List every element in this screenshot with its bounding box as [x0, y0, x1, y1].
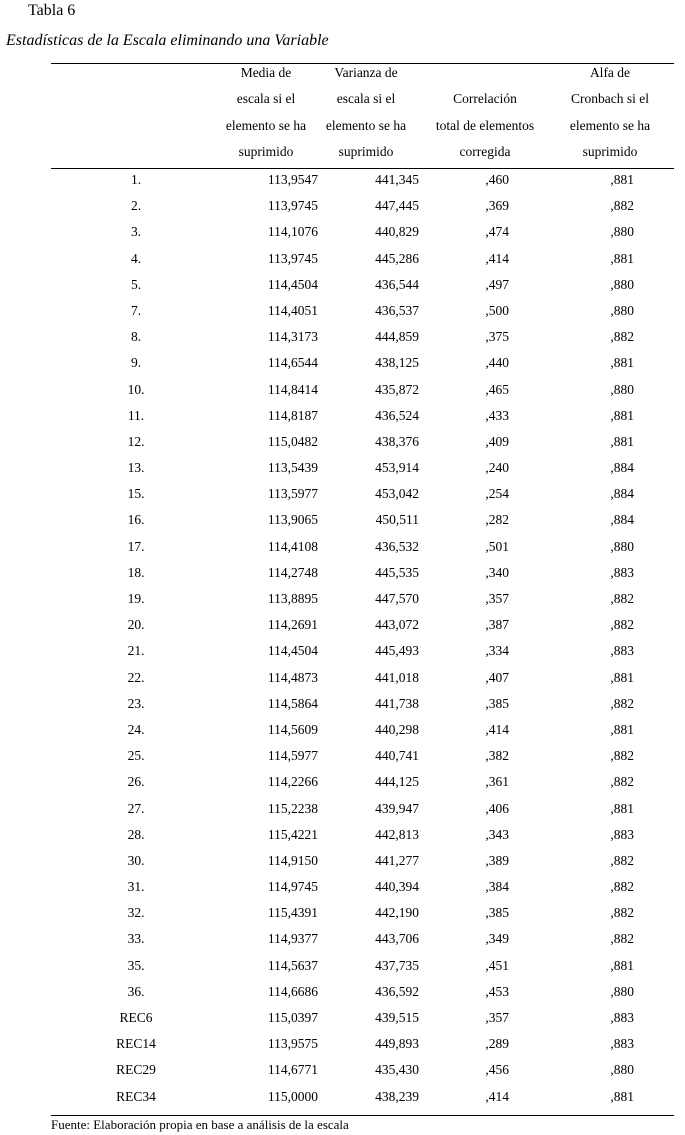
table-row	[51, 639, 674, 665]
header-variance: Varianza de escala si el elemento se ha suprimido	[325, 65, 407, 159]
mean-cell: 114,3173	[267, 329, 318, 345]
correlation-cell: ,382	[485, 748, 509, 764]
mean-cell: 114,4051	[267, 302, 318, 318]
alpha-cell: ,882	[610, 748, 634, 764]
table-row	[51, 587, 674, 613]
correlation-cell: ,343	[485, 826, 509, 842]
mean-cell: 114,9377	[267, 931, 318, 947]
table-row	[51, 770, 674, 796]
row-item-cell: 20.	[127, 617, 145, 633]
mean-cell: 114,9745	[267, 879, 318, 895]
table-row	[51, 613, 674, 639]
alpha-cell: ,882	[610, 774, 634, 790]
correlation-cell: ,334	[485, 643, 509, 659]
row-item-cell: 12.	[127, 433, 145, 449]
correlation-cell: ,369	[485, 198, 509, 214]
mean-cell: 115,4391	[267, 905, 318, 921]
variance-cell: 444,125	[375, 774, 419, 790]
correlation-cell: ,406	[485, 800, 509, 816]
table-row	[51, 325, 674, 351]
row-item-cell: REC29	[116, 1062, 156, 1078]
alpha-cell: ,880	[610, 302, 634, 318]
table-row	[51, 404, 674, 430]
row-item-cell: 33.	[127, 931, 145, 947]
variance-cell: 440,394	[375, 879, 419, 895]
variance-cell: 450,511	[375, 512, 419, 528]
variance-cell: 442,813	[375, 826, 419, 842]
correlation-cell: ,385	[485, 905, 509, 921]
alpha-cell: ,882	[610, 852, 634, 868]
alpha-cell: ,883	[610, 564, 634, 580]
correlation-cell: ,289	[485, 1036, 509, 1052]
correlation-cell: ,389	[485, 852, 509, 868]
mean-cell: 115,0000	[267, 1088, 318, 1104]
correlation-cell: ,384	[485, 879, 509, 895]
row-item-cell: 7.	[130, 302, 142, 318]
header-mean: Media de escala si el elemento se ha suprimido	[225, 65, 307, 159]
correlation-cell: ,414	[485, 250, 509, 266]
alpha-cell: ,882	[610, 198, 634, 214]
correlation-cell: ,460	[485, 172, 509, 187]
table-title: Estadísticas de la Escala eliminando una Variable	[6, 32, 329, 49]
correlation-cell: ,282	[485, 512, 509, 528]
alpha-cell: ,882	[610, 591, 634, 606]
alpha-cell: ,880	[610, 276, 634, 292]
table-row	[51, 744, 674, 770]
table-row	[51, 901, 674, 927]
correlation-cell: ,240	[485, 460, 509, 476]
table-row	[51, 508, 674, 534]
table-body	[51, 168, 674, 1111]
variance-cell: 453,914	[375, 460, 419, 476]
alpha-cell: ,882	[610, 905, 634, 921]
table-row	[51, 247, 674, 273]
mean-cell: 114,2691	[267, 617, 318, 633]
correlation-cell: ,254	[485, 486, 509, 502]
alpha-cell: ,880	[610, 224, 634, 240]
variance-cell: 437,735	[375, 957, 419, 973]
mean-cell: 114,4504	[267, 643, 318, 659]
row-item-cell: 35.	[127, 957, 145, 973]
mean-cell: 114,8414	[267, 381, 318, 397]
alpha-cell: ,881	[610, 721, 634, 737]
row-item-cell: 15.	[127, 486, 145, 502]
variance-cell: 440,741	[375, 748, 419, 764]
correlation-cell: ,453	[485, 983, 509, 999]
mean-cell: 114,5609	[267, 721, 318, 737]
row-item-cell: 11.	[127, 407, 145, 423]
variance-cell: 438,125	[375, 355, 419, 371]
variance-cell: 445,286	[375, 250, 419, 266]
correlation-cell: ,387	[485, 617, 509, 633]
mean-cell: 113,9745	[267, 250, 318, 266]
alpha-cell: ,881	[610, 1088, 634, 1104]
header-correlation: Correlación total de elementos corregida	[435, 91, 535, 159]
table-row	[51, 299, 674, 325]
row-item-cell: 30.	[127, 852, 145, 868]
header-alpha: Alfa de Cronbach si el elemento se ha suprimido	[569, 65, 651, 159]
mean-cell: 114,2748	[267, 564, 318, 580]
alpha-cell: ,884	[610, 460, 634, 476]
alpha-cell: ,882	[610, 695, 634, 711]
mean-cell: 115,0397	[267, 1010, 318, 1025]
table-row	[51, 797, 674, 823]
correlation-cell: ,451	[485, 957, 509, 973]
variance-cell: 441,738	[375, 695, 419, 711]
row-item-cell: 36.	[127, 983, 145, 999]
alpha-cell: ,880	[610, 381, 634, 397]
correlation-cell: ,433	[485, 407, 509, 423]
variance-cell: 436,544	[375, 276, 419, 292]
mean-cell: 113,9745	[267, 198, 318, 214]
correlation-cell: ,361	[485, 774, 509, 790]
alpha-cell: ,882	[610, 879, 634, 895]
variance-cell: 435,430	[375, 1062, 419, 1078]
correlation-cell: ,375	[485, 329, 509, 345]
row-item-cell: 25.	[127, 748, 145, 764]
alpha-cell: ,883	[610, 1010, 634, 1025]
correlation-cell: ,497	[485, 276, 509, 292]
alpha-cell: ,881	[610, 250, 634, 266]
variance-cell: 445,535	[375, 564, 419, 580]
variance-cell: 438,376	[375, 433, 419, 449]
variance-cell: 444,859	[375, 329, 419, 345]
correlation-cell: ,501	[485, 538, 509, 554]
variance-cell: 438,239	[375, 1088, 419, 1104]
mean-cell: 113,9065	[267, 512, 318, 528]
alpha-cell: ,881	[610, 433, 634, 449]
row-item-cell: 4.	[130, 250, 142, 266]
alpha-cell: ,881	[610, 669, 634, 685]
mean-cell: 114,5637	[267, 957, 318, 973]
alpha-cell: ,883	[610, 826, 634, 842]
variance-cell: 449,893	[375, 1036, 419, 1052]
mean-cell: 113,9547	[267, 172, 318, 187]
correlation-cell: ,385	[485, 695, 509, 711]
table-row	[51, 1006, 674, 1032]
correlation-cell: ,357	[485, 1010, 509, 1025]
mean-cell: 114,6686	[267, 983, 318, 999]
mean-cell: 115,2238	[267, 800, 318, 816]
row-item-cell: 16.	[127, 512, 145, 528]
row-item-cell: 10.	[127, 381, 145, 397]
table-row	[51, 378, 674, 404]
variance-cell: 436,532	[375, 538, 419, 554]
row-item-cell: 28.	[127, 826, 145, 842]
bottom-rule	[51, 1115, 674, 1116]
row-item-cell: 19.	[127, 591, 145, 606]
correlation-cell: ,407	[485, 669, 509, 685]
mean-cell: 114,6771	[267, 1062, 318, 1078]
correlation-cell: ,340	[485, 564, 509, 580]
row-item-cell: 9.	[130, 355, 142, 371]
row-item-cell: 8.	[130, 329, 142, 345]
variance-cell: 436,524	[375, 407, 419, 423]
table-row	[51, 666, 674, 692]
mean-cell: 114,2266	[267, 774, 318, 790]
variance-cell: 453,042	[375, 486, 419, 502]
correlation-cell: ,465	[485, 381, 509, 397]
correlation-cell: ,414	[485, 1088, 509, 1104]
alpha-cell: ,881	[610, 800, 634, 816]
row-item-cell: 26.	[127, 774, 145, 790]
table-row	[51, 430, 674, 456]
alpha-cell: ,881	[610, 355, 634, 371]
row-item-cell: 2.	[130, 198, 142, 214]
table-row	[51, 718, 674, 744]
source-note: Fuente: Elaboración propia en base a análisis de la escala	[51, 1117, 349, 1132]
table-row	[51, 1032, 674, 1058]
variance-cell: 436,592	[375, 983, 419, 999]
correlation-cell: ,357	[485, 591, 509, 606]
variance-cell: 439,947	[375, 800, 419, 816]
row-item-cell: 27.	[127, 800, 145, 816]
row-item-cell: 18.	[127, 564, 145, 580]
variance-cell: 442,190	[375, 905, 419, 921]
alpha-cell: ,880	[610, 1062, 634, 1078]
table-row	[51, 194, 674, 220]
alpha-cell: ,884	[610, 486, 634, 502]
table-row	[51, 1085, 674, 1111]
correlation-cell: ,440	[485, 355, 509, 371]
variance-cell: 441,345	[375, 172, 419, 187]
table-row	[51, 823, 674, 849]
table-number: Tabla 6	[28, 2, 76, 19]
alpha-cell: ,880	[610, 538, 634, 554]
row-item-cell: 1.	[130, 172, 142, 187]
mean-cell: 113,5439	[267, 460, 318, 476]
variance-cell: 439,515	[375, 1010, 419, 1025]
table-row	[51, 561, 674, 587]
alpha-cell: ,883	[610, 1036, 634, 1052]
row-item-cell: REC34	[116, 1088, 156, 1104]
mean-cell: 114,4504	[267, 276, 318, 292]
alpha-cell: ,881	[610, 407, 634, 423]
table-row	[51, 535, 674, 561]
alpha-cell: ,882	[610, 931, 634, 947]
row-item-cell: 23.	[127, 695, 145, 711]
table-row	[51, 456, 674, 482]
mean-cell: 113,8895	[267, 591, 318, 606]
mean-cell: 114,6544	[267, 355, 318, 371]
correlation-cell: ,474	[485, 224, 509, 240]
alpha-cell: ,882	[610, 329, 634, 345]
variance-cell: 447,570	[375, 591, 419, 606]
alpha-cell: ,884	[610, 512, 634, 528]
mean-cell: 115,0482	[267, 433, 318, 449]
mean-cell: 114,5977	[267, 748, 318, 764]
correlation-cell: ,456	[485, 1062, 509, 1078]
alpha-cell: ,881	[610, 957, 634, 973]
table-row	[51, 1058, 674, 1084]
row-item-cell: 5.	[130, 276, 142, 292]
variance-cell: 440,829	[375, 224, 419, 240]
row-item-cell: 13.	[127, 460, 145, 476]
row-item-cell: REC14	[116, 1036, 156, 1052]
table-row	[51, 980, 674, 1006]
table-row	[51, 220, 674, 246]
variance-cell: 443,072	[375, 617, 419, 633]
mean-cell: 114,4108	[267, 538, 318, 554]
mean-cell: 114,5864	[267, 695, 318, 711]
table-row	[51, 849, 674, 875]
correlation-cell: ,409	[485, 433, 509, 449]
correlation-cell: ,500	[485, 302, 509, 318]
row-item-cell: 31.	[127, 879, 145, 895]
variance-cell: 441,018	[375, 669, 419, 685]
table-row	[51, 692, 674, 718]
row-item-cell: 22.	[127, 669, 145, 685]
row-item-cell: 21.	[127, 643, 145, 659]
variance-cell: 436,537	[375, 302, 419, 318]
row-item-cell: REC6	[119, 1010, 153, 1025]
row-item-cell: 24.	[127, 721, 145, 737]
alpha-cell: ,881	[610, 172, 634, 187]
mean-cell: 114,1076	[267, 224, 318, 240]
mean-cell: 114,4873	[267, 669, 318, 685]
alpha-cell: ,882	[610, 617, 634, 633]
table-row	[51, 927, 674, 953]
correlation-cell: ,349	[485, 931, 509, 947]
mean-cell: 114,9150	[267, 852, 318, 868]
correlation-cell: ,414	[485, 721, 509, 737]
variance-cell: 445,493	[375, 643, 419, 659]
variance-cell: 440,298	[375, 721, 419, 737]
variance-cell: 443,706	[375, 931, 419, 947]
row-item-cell: 3.	[130, 224, 142, 240]
mean-cell: 115,4221	[267, 826, 318, 842]
table-row	[51, 875, 674, 901]
mean-cell: 113,9575	[267, 1036, 318, 1052]
table-row	[51, 482, 674, 508]
alpha-cell: ,883	[610, 643, 634, 659]
table-row	[51, 168, 674, 194]
variance-cell: 447,445	[375, 198, 419, 214]
mean-cell: 113,5977	[267, 486, 318, 502]
row-item-cell: 17.	[127, 538, 145, 554]
row-item-cell: 32.	[127, 905, 145, 921]
alpha-cell: ,880	[610, 983, 634, 999]
mean-cell: 114,8187	[267, 407, 318, 423]
variance-cell: 441,277	[375, 852, 419, 868]
table-row	[51, 273, 674, 299]
table-row	[51, 351, 674, 377]
table-row	[51, 954, 674, 980]
variance-cell: 435,872	[375, 381, 419, 397]
